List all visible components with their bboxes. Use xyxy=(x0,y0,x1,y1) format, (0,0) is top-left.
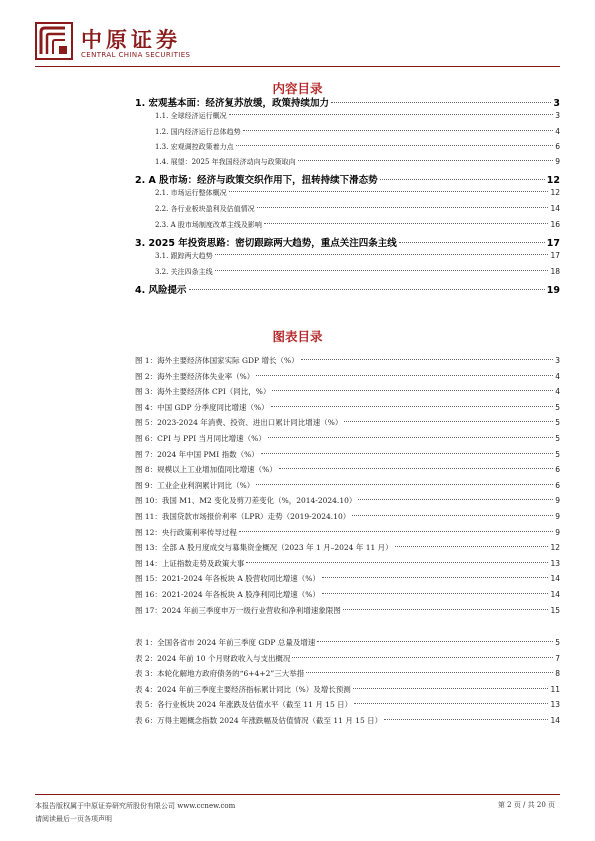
dot-leader xyxy=(352,515,553,516)
toc-entry-page: 12 xyxy=(546,175,560,186)
table-entry-page: 7 xyxy=(555,653,560,663)
figure-entry-page: 15 xyxy=(550,605,560,615)
dot-leader xyxy=(264,223,549,224)
table-entry-label: 表 2：2024 年前 10 个月财政收入与支出概况 xyxy=(135,653,291,663)
header-divider xyxy=(35,66,560,67)
figure-entry-label: 图 17：2024 年前三季度申万一级行业营收和净利增速象限图 xyxy=(135,605,341,615)
figure-entry[interactable] xyxy=(135,402,560,413)
table-entry[interactable] xyxy=(135,684,560,695)
figure-entry-page: 5 xyxy=(555,402,560,412)
toc-entry-page: 4 xyxy=(555,127,560,136)
dot-leader xyxy=(279,468,553,469)
figure-entry[interactable] xyxy=(135,355,560,366)
figures-title: 图表目录 xyxy=(272,329,323,344)
table-entry[interactable] xyxy=(135,699,560,710)
dot-leader xyxy=(344,421,553,422)
toc-entry-page: 19 xyxy=(546,285,560,296)
dot-leader xyxy=(298,160,554,161)
figure-entry-page: 6 xyxy=(555,465,560,475)
figure-entry-label: 图 5：2023-2024 年消费、投资、进出口累计同比增速（%） xyxy=(135,418,343,428)
figure-entry-page: 6 xyxy=(555,480,560,490)
toc-entry[interactable] xyxy=(135,142,560,152)
toc-entry[interactable] xyxy=(135,282,560,296)
toc-entry-page: 12 xyxy=(550,188,560,197)
dot-leader xyxy=(229,191,549,192)
figure-entry[interactable] xyxy=(135,464,560,475)
dot-leader xyxy=(380,179,545,180)
toc-entry-page: 16 xyxy=(550,220,560,229)
figure-entry-page: 5 xyxy=(555,449,560,459)
toc-entry[interactable] xyxy=(135,111,560,121)
figure-entry-label: 图 4：中国 GDP 分季度同比增速（%） xyxy=(135,402,269,412)
figure-entry-page: 4 xyxy=(555,387,560,397)
figure-entry-label: 图 2：海外主要经济体失业率（%） xyxy=(135,371,255,381)
dot-leader xyxy=(272,390,553,391)
dot-leader xyxy=(399,242,545,243)
dot-leader xyxy=(384,719,548,720)
figure-entry-label: 图 3：海外主要经济体 CPI（同比，%） xyxy=(135,387,271,397)
dot-leader xyxy=(358,499,553,500)
footer-left xyxy=(35,800,235,826)
toc-entry-page: 6 xyxy=(555,142,560,151)
dot-leader xyxy=(229,114,554,115)
figure-entry-label: 图 13：全部 A 股月度成交与募集资金概况（2023 年 1 月–2024 年 11 月） xyxy=(135,543,393,553)
footer-copyright: 本报告版权属于中原证券研究所股份有限公司 www.ccnew.com xyxy=(35,802,236,810)
dot-leader xyxy=(261,453,554,454)
figure-entry-page: 14 xyxy=(550,574,560,584)
dot-leader xyxy=(215,254,549,255)
page-header xyxy=(35,22,565,60)
dot-leader xyxy=(257,207,549,208)
toc-entry-label: 3.2. 关注四条主线 xyxy=(155,268,213,276)
figure-entry-label: 图 10：我国 M1、M2 变化及剪刀差变化（%，2014-2024.10） xyxy=(135,496,357,506)
figure-entry-page: 9 xyxy=(555,496,560,506)
figure-entry[interactable] xyxy=(135,542,560,553)
toc-entry[interactable] xyxy=(135,220,560,230)
figure-entry[interactable] xyxy=(135,589,560,600)
figure-entry-label: 图 15：2021-2024 年各板块 A 股营收同比增速（%） xyxy=(135,574,320,584)
logo-chinese-name: 中原证券 xyxy=(81,28,181,52)
toc-entry-label: 1.1. 全球经济运行概况 xyxy=(155,112,227,120)
toc-entry-page: 14 xyxy=(550,204,560,213)
dot-leader xyxy=(353,688,549,689)
figure-entry[interactable] xyxy=(135,573,560,584)
figure-entry-page: 9 xyxy=(555,527,560,537)
dot-leader xyxy=(301,359,554,360)
figure-entry[interactable] xyxy=(135,511,560,522)
figure-entry-label: 图 14：上证指数走势及政策大事 xyxy=(135,558,245,568)
table-entry[interactable] xyxy=(135,653,560,664)
dot-leader xyxy=(322,593,549,594)
logo-english-name: CENTRAL CHINA SECURITIES xyxy=(81,51,191,59)
toc-entry-label: 1.2. 国内经济运行总体趋势 xyxy=(155,128,241,136)
toc-entry[interactable] xyxy=(135,235,560,249)
toc-entry-label: 2.1. 市场运行整体概况 xyxy=(155,189,227,197)
figure-entry-label: 图 8：规模以上工业增加值同比增速（%） xyxy=(135,465,277,475)
figure-entry-page: 14 xyxy=(550,590,560,599)
toc-entry-page: 9 xyxy=(555,157,560,166)
toc-entry-page: 18 xyxy=(550,267,560,276)
toc-entry[interactable] xyxy=(135,95,560,109)
toc-entry-page: 17 xyxy=(546,238,560,249)
dot-leader xyxy=(215,270,549,271)
table-entry[interactable] xyxy=(135,668,560,679)
toc-entry-label: 2.2. 各行业板块盈利及估值情况 xyxy=(155,205,255,213)
dot-leader xyxy=(354,703,548,704)
figure-entry-label: 图 11：我国贷款市场报价利率（LPR）走势（2019-2024.10） xyxy=(135,512,351,521)
toc-entry-label: 1. 宏观基本面：经济复苏放缓，政策持续加力 xyxy=(135,98,330,109)
toc-entry-label: 3.1. 跟踪两大趋势 xyxy=(155,252,213,260)
dot-leader xyxy=(239,531,553,532)
table-entry-page: 14 xyxy=(550,716,560,725)
figure-entry[interactable] xyxy=(135,605,560,616)
dot-leader xyxy=(343,609,549,610)
figure-entry[interactable] xyxy=(135,527,560,538)
figure-entry-label: 图 1：海外主要经济体国家实际 GDP 增长（%） xyxy=(135,356,299,365)
company-logo-icon xyxy=(35,22,73,60)
table-entry-page: 5 xyxy=(555,638,560,647)
dot-leader xyxy=(189,289,545,290)
table-entry-page: 11 xyxy=(550,684,560,694)
toc-entry-label: 3. 2025 年投资思路：密切跟踪两大趋势，重点关注四条主线 xyxy=(135,238,397,249)
figure-entry-page: 4 xyxy=(555,371,560,381)
dot-leader xyxy=(236,145,554,146)
figure-entry[interactable] xyxy=(135,417,560,428)
toc-entry[interactable] xyxy=(135,267,560,277)
dot-leader xyxy=(256,375,553,376)
dot-leader xyxy=(322,577,549,578)
table-entry-label: 表 5：各行业板块 2024 年涨跌及估值水平（截至 11 月 15 日） xyxy=(135,700,353,710)
dot-leader xyxy=(271,406,554,407)
dot-leader xyxy=(395,546,549,547)
table-entry-page: 13 xyxy=(550,700,560,710)
dot-leader xyxy=(268,437,553,438)
table-entry-label: 表 1：全国各省市 2024 年前三季度 GDP 总量及增速 xyxy=(135,638,316,647)
toc-entry-page: 3 xyxy=(555,111,560,120)
figure-entry[interactable] xyxy=(135,433,560,444)
figure-entry-page: 3 xyxy=(555,356,560,365)
toc-entry[interactable] xyxy=(135,127,560,137)
footer-disclaimer: 请阅读最后一页各项声明 xyxy=(35,815,112,823)
toc-entry-page: 17 xyxy=(550,251,560,260)
table-entry-label: 表 6：万得主题概念指数 2024 年涨跌幅及估值情况（截至 11 月 15 日） xyxy=(135,716,383,725)
dot-leader xyxy=(306,672,553,673)
toc-entry-label: 1.3. 宏观调控政策着力点 xyxy=(155,143,234,151)
toc-entry[interactable] xyxy=(135,188,560,198)
dot-leader xyxy=(331,102,551,103)
toc-entry[interactable] xyxy=(135,204,560,214)
dot-leader xyxy=(243,130,554,131)
toc-entry[interactable] xyxy=(135,251,560,261)
figure-entry[interactable] xyxy=(135,495,560,506)
figure-entry-label: 图 12：央行政策利率传导过程 xyxy=(135,527,237,537)
figure-entry-label: 图 9：工业企业利润累计同比（%） xyxy=(135,480,255,490)
toc-entry-label: 4. 风险提示 xyxy=(135,285,187,296)
figure-entry-page: 5 xyxy=(555,434,560,443)
figure-entry-page: 13 xyxy=(550,558,560,568)
figure-entry[interactable] xyxy=(135,371,560,382)
toc-entry-label: 1.4. 展望：2025 年我国经济动向与政策取向 xyxy=(155,158,296,166)
footer-page-info: 第 2 页 / 共 20 页 xyxy=(497,801,555,809)
figure-entry[interactable] xyxy=(135,558,560,569)
toc-entry-label: 2.3. A 股市场制度改革主线及影响 xyxy=(155,221,262,229)
dot-leader xyxy=(317,641,553,642)
toc-entry[interactable] xyxy=(135,157,560,167)
dot-leader xyxy=(292,657,553,658)
figure-entry[interactable] xyxy=(135,480,560,491)
toc-title: 内容目录 xyxy=(272,81,323,96)
toc-entry-label: 2. A 股市场：经济与政策交织作用下，扭转持续下滑态势 xyxy=(135,175,378,186)
table-entry[interactable] xyxy=(135,637,560,648)
table-entry[interactable] xyxy=(135,715,560,726)
dot-leader xyxy=(256,484,553,485)
figure-entry[interactable] xyxy=(135,386,560,397)
figure-entry-page: 5 xyxy=(555,418,560,428)
figure-entry-label: 图 6：CPI 与 PPI 当月同比增速（%） xyxy=(135,434,266,443)
figure-entry-page: 12 xyxy=(550,543,560,553)
figure-entry-label: 图 16：2021-2024 年各板块 A 股净利同比增速（%） xyxy=(135,590,320,599)
toc-entry[interactable] xyxy=(135,172,560,186)
table-entry-label: 表 4：2024 年前三季度主要经济指标累计同比（%）及增长预测 xyxy=(135,684,351,694)
table-entry-page: 8 xyxy=(555,669,560,679)
figure-entry[interactable] xyxy=(135,449,560,460)
footer-divider xyxy=(35,794,560,795)
dot-leader xyxy=(246,562,548,563)
table-entry-label: 表 3：本轮化解地方政府债务的“6+4+2”三大举措 xyxy=(135,669,305,679)
toc-entry-page: 3 xyxy=(553,98,560,109)
figure-entry-page: 9 xyxy=(555,512,560,521)
figure-entry-label: 图 7：2024 年中国 PMI 指数（%） xyxy=(135,449,259,459)
